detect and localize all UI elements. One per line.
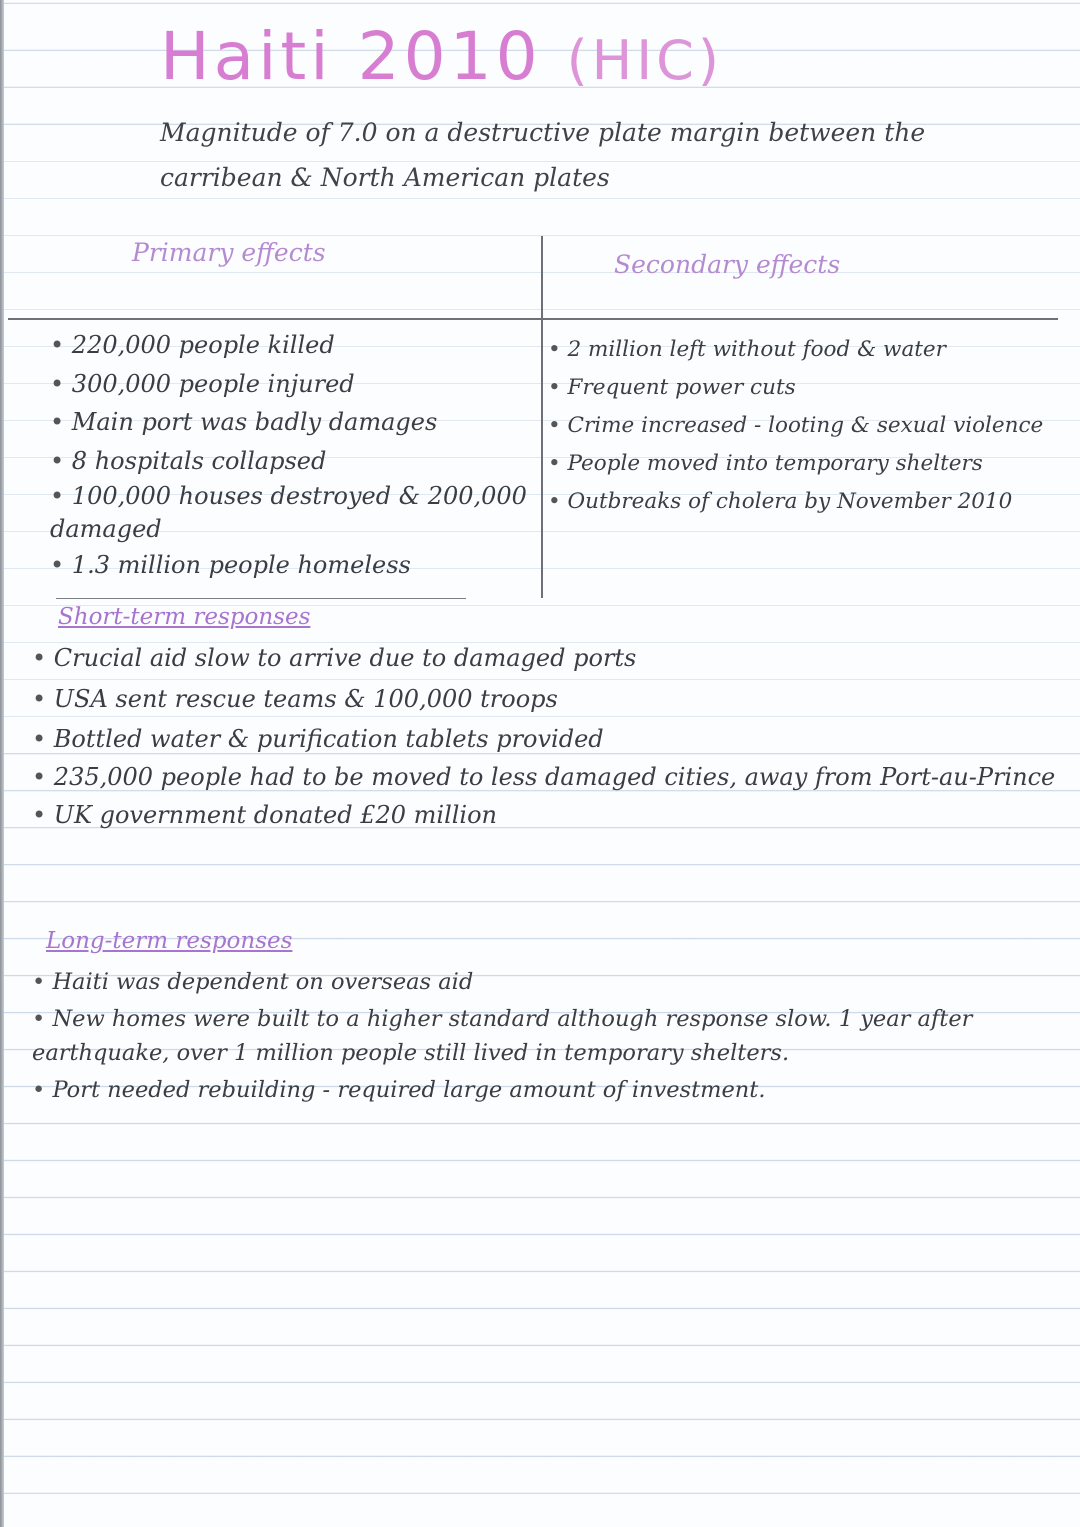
secondary-effects-list <box>548 331 1068 521</box>
long-term-list <box>32 962 1062 1110</box>
primary-effects-list <box>50 326 540 585</box>
list-item: • 300,000 people injured <box>50 365 540 404</box>
list-item: • Port needed rebuilding - required large amount of investment. <box>32 1070 1062 1110</box>
title-extra: (HIC) <box>566 29 723 92</box>
list-item: • Crime increased - looting & sexual violence <box>548 407 1068 445</box>
short-term-heading: Short-term responses <box>58 604 311 630</box>
list-item: • Bottled water & purification tablets provided <box>32 719 1062 760</box>
secondary-effects-heading: Secondary effects <box>614 250 841 279</box>
list-item: • 100,000 houses destroyed & 200,000 damaged <box>50 480 540 546</box>
list-item: • 8 hospitals collapsed <box>50 442 540 481</box>
list-item: • Main port was badly damages <box>50 403 540 442</box>
long-term-heading: Long-term responses <box>46 928 293 954</box>
list-item: • Crucial aid slow to arrive due to damaged ports <box>32 638 1062 679</box>
list-item: • 235,000 people had to be moved to less damaged cities, away from Port-au-Prince <box>32 760 1062 795</box>
list-item: • Frequent power cuts <box>548 369 1068 407</box>
short-term-list <box>32 638 1062 835</box>
list-item: • New homes were built to a higher standard although response slow. 1 year after earthquake, over 1 million people still lived in temporary shelters. <box>32 1002 1062 1070</box>
list-item: • 2 million left without food & water <box>548 331 1068 369</box>
intro-text: Magnitude of 7.0 on a destructive plate margin between the carribean & North American plates <box>160 118 926 192</box>
list-item: • Outbreaks of cholera by November 2010 <box>548 483 1068 521</box>
list-item: • People moved into temporary shelters <box>548 445 1068 483</box>
primary-effects-heading: Primary effects <box>132 238 326 267</box>
table-header-divider <box>8 318 1058 320</box>
title-main: Haiti 2010 <box>160 18 542 95</box>
table-bottom-line <box>56 598 466 599</box>
list-item: • Haiti was dependent on overseas aid <box>32 962 1062 1002</box>
table-column-divider <box>541 236 543 598</box>
list-item: • USA sent rescue teams & 100,000 troops <box>32 679 1062 720</box>
page-title <box>160 18 723 95</box>
list-item: • UK government donated £20 million <box>32 795 1062 836</box>
list-item: • 220,000 people killed <box>50 326 540 365</box>
list-item: • 1.3 million people homeless <box>50 546 540 585</box>
